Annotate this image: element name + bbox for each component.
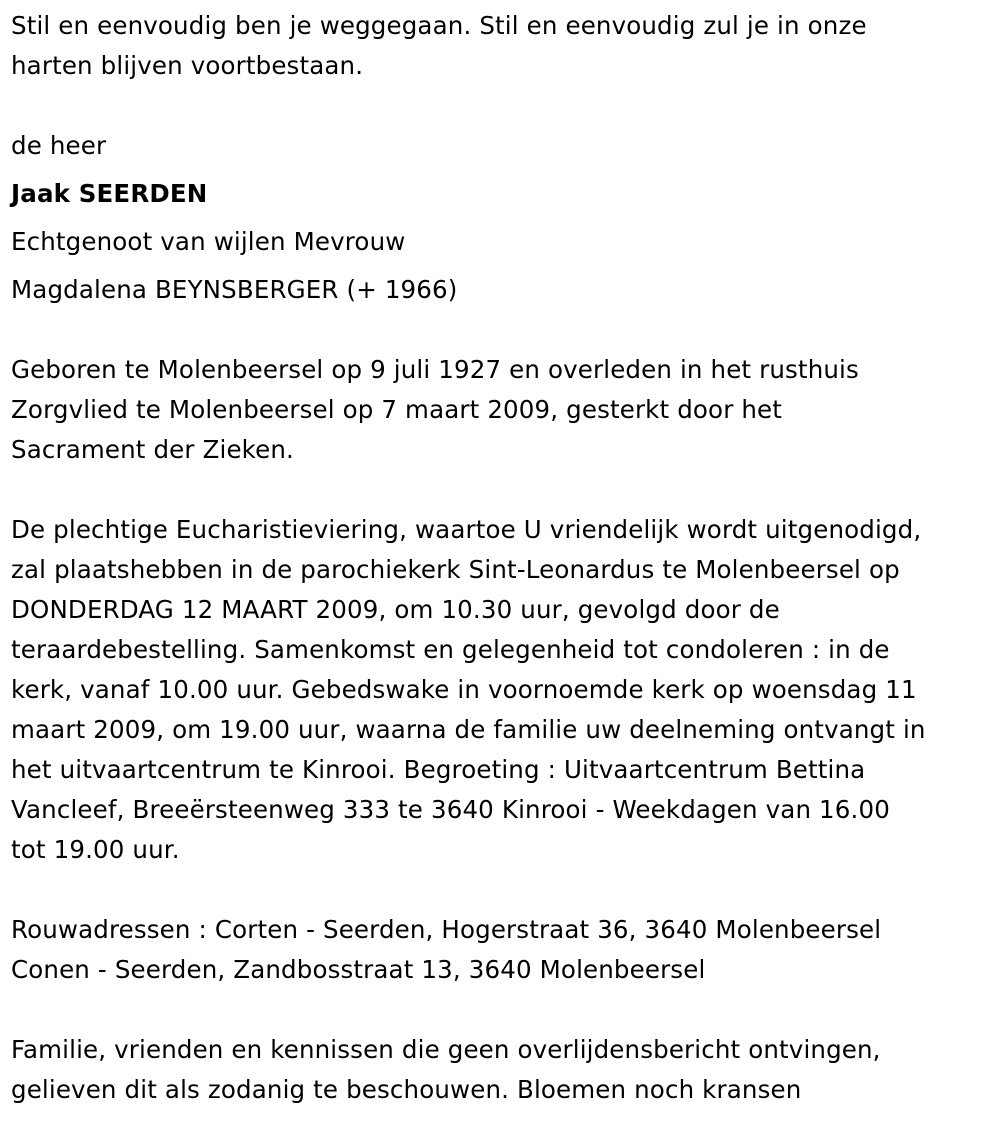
addresses-paragraph bbox=[11, 910, 991, 990]
text-line: zal plaatshebben in de parochiekerk Sint-Leonardus te Molenbeersel op bbox=[11, 555, 900, 584]
text-line: kerk, vanaf 10.00 uur. Gebedswake in voornoemde kerk op woensdag 11 bbox=[11, 675, 917, 704]
text-line: Sacrament der Zieken. bbox=[11, 435, 294, 464]
address-line: Conen - Seerden, Zandbosstraat 13, 3640 Molenbeersel bbox=[11, 955, 706, 984]
address-line: Rouwadressen : Corten - Seerden, Hogerstraat 36, 3640 Molenbeersel bbox=[11, 915, 882, 944]
motto-line: Stil en eenvoudig ben je weggegaan. Stil en eenvoudig zul je in onze bbox=[11, 11, 867, 40]
text-line: teraardebestelling. Samenkomst en gelegenheid tot condoleren : in de bbox=[11, 635, 890, 664]
text-line: maart 2009, om 19.00 uur, waarna de familie uw deelneming ontvangt in bbox=[11, 715, 926, 744]
text-line: Familie, vrienden en kennissen die geen overlijdensbericht ontvingen, bbox=[11, 1035, 881, 1064]
text-line: Zorgvlied te Molenbeersel op 7 maart 2009, gesterkt door het bbox=[11, 395, 783, 424]
spouse-line: Magdalena BEYNSBERGER (+ 1966) bbox=[11, 275, 458, 304]
text-line: De plechtige Eucharistieviering, waartoe U vriendelijk wordt uitgenodigd, bbox=[11, 515, 922, 544]
spouse-line: Echtgenoot van wijlen Mevrouw bbox=[11, 227, 406, 256]
text-line: Geboren te Molenbeersel op 9 juli 1927 en overleden in het rusthuis bbox=[11, 355, 859, 384]
text-line: gelieven dit als zodanig te beschouwen. Bloemen noch kransen bbox=[11, 1075, 802, 1104]
motto-line: harten blijven voortbestaan. bbox=[11, 51, 364, 80]
text-line: het uitvaartcentrum te Kinrooi. Begroeting : Uitvaartcentrum Bettina bbox=[11, 755, 866, 784]
text-line: DONDERDAG 12 MAART 2009, om 10.30 uur, gevolgd door de bbox=[11, 595, 780, 624]
salutation: de heer bbox=[11, 131, 107, 160]
obituary-document bbox=[11, 6, 991, 1110]
deceased-name: Jaak SEERDEN bbox=[11, 179, 208, 208]
text-line: Vancleef, Breeërsteenweg 333 te 3640 Kinrooi - Weekdagen van 16.00 bbox=[11, 795, 890, 824]
ceremony-paragraph bbox=[11, 510, 991, 870]
birth-death-paragraph bbox=[11, 350, 991, 470]
closing-paragraph bbox=[11, 1030, 991, 1110]
deceased-block bbox=[11, 122, 991, 314]
motto-paragraph bbox=[11, 6, 991, 86]
text-line: tot 19.00 uur. bbox=[11, 835, 180, 864]
